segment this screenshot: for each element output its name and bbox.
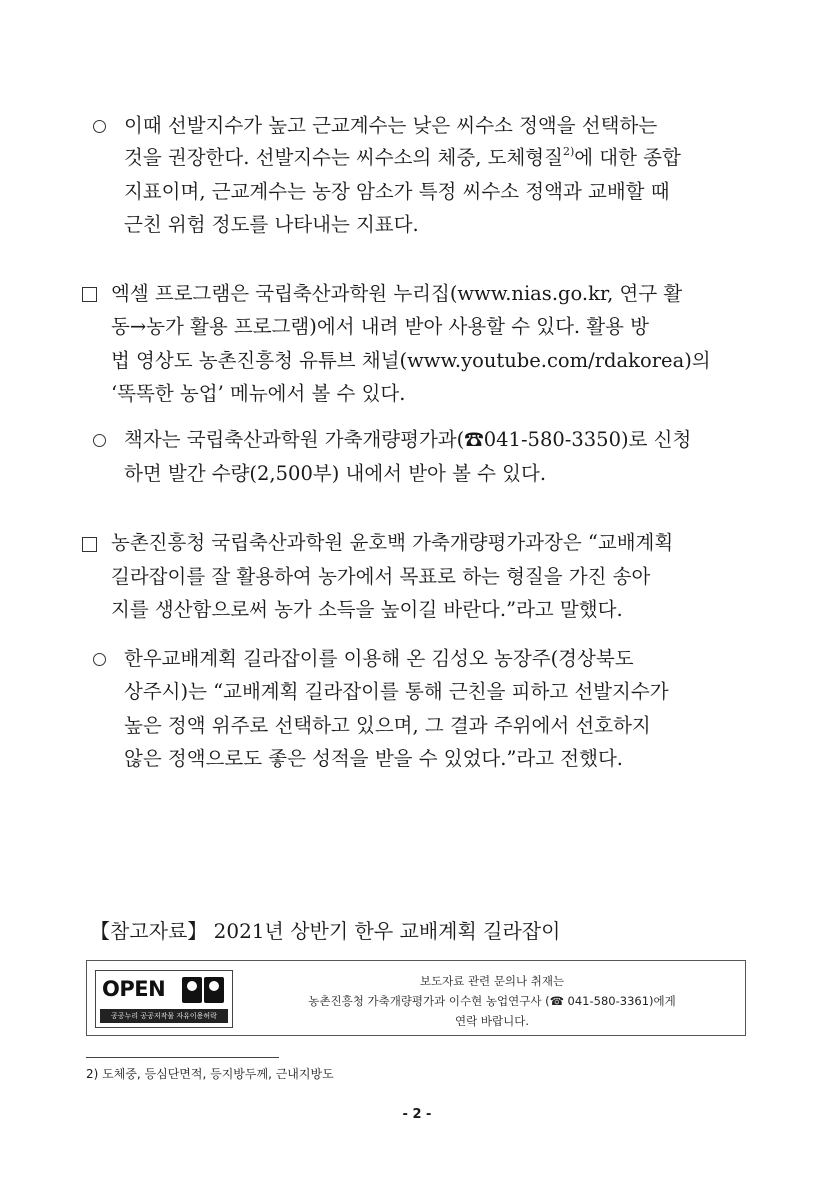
contact-box [86,960,746,1036]
paragraph-2-line-2: 동→농가 활용 프로그램)에서 내려 받아 사용할 수 있다. 활용 방 [111,315,650,338]
paragraph-5-line-2: 상주시)는 “교배계획 길라잡이를 통해 근친을 피하고 선발지수가 [124,680,669,703]
paragraph-5-line-1: 한우교배계획 길라잡이를 이용해 온 김성오 농장주(경상북도 [124,647,634,670]
footnote: 2) 도체중, 등심단면적, 등지방두께, 근내지방도 [86,1067,334,1081]
paragraph-1-line-4: 근친 위험 정도를 나타내는 지표다. [124,213,419,236]
paragraph-4-line-1: 농촌진흥청 국립축산과학원 윤호백 가축개량평가과장은 “교배계획 [111,531,674,554]
paragraph-5-line-4: 않은 정액으로도 좋은 성적을 받을 수 있었다.”라고 전했다. [124,747,624,770]
contact-line-3: 연락 바랍니다. [455,1014,529,1028]
paragraph-1-line-2-text-b: 에 대한 종합 [574,146,681,169]
paragraph-1-line-2-text-a: 것을 권장한다. 선발지수는 씨수소의 체중, 도체형질 [124,146,563,169]
reference-title: 【참고자료】 2021년 상반기 한우 교배계획 길라잡이 [90,919,561,943]
license-person-icon [182,977,202,1003]
contact-line-2: 농촌진흥청 가축개량평가과 이수현 농업연구사 (☎ 041-580-3361)에게 [308,994,676,1008]
paragraph-2-line-1: 엑셀 프로그램은 국립축산과학원 누리집(www.nias.go.kr, 연구 활 [111,282,683,305]
footnote-divider [86,1057,279,1058]
circle-bullet-icon [93,434,106,447]
square-bullet-icon [82,537,97,552]
contact-line-1: 보도자료 관련 문의나 취재는 [419,974,565,988]
paragraph-4-line-3: 지를 생산함으로써 농가 소득을 높이길 바란다.”라고 말했다. [111,598,623,621]
paragraph-2-line-3: 법 영상도 농촌진흥청 유튜브 채널(www.youtube.com/rdakorea)의 [111,349,711,372]
paragraph-1-line-2 [124,145,681,169]
paragraph-2-line-4: ‘똑똑한 농업’ 메뉴에서 볼 수 있다. [111,382,406,405]
open-license-logo [95,970,233,1028]
paragraph-4-line-2: 길라잡이를 잘 활용하여 농가에서 목표로 하는 형질을 가진 송아 [111,565,651,588]
logo-strip: 공공누리 공공저작물 자유이용허락 [100,1009,228,1023]
license-commercial-icon [204,977,224,1003]
paragraph-5-line-3: 높은 정액 위주로 선택하고 있으며, 그 결과 주위에서 선호하지 [124,714,651,737]
page-number: - 2 - [402,1107,432,1122]
paragraph-1-line-3: 지표이며, 근교계수는 농장 암소가 특정 씨수소 정액과 교배할 때 [124,180,670,203]
paragraph-3-line-2: 하면 발간 수량(2,500부) 내에서 받아 볼 수 있다. [124,462,547,485]
paragraph-1-line-1: 이때 선발지수가 높고 근교계수는 낮은 씨수소 정액을 선택하는 [124,114,658,137]
paragraph-3-line-1: 책자는 국립축산과학원 가축개량평가과(☎041-580-3350)로 신청 [124,428,692,451]
open-logo-text: OPEN [102,977,166,1001]
circle-bullet-icon [93,120,106,133]
circle-bullet-icon [93,653,106,666]
footnote-ref: 2) [562,145,575,158]
square-bullet-icon [82,287,97,302]
